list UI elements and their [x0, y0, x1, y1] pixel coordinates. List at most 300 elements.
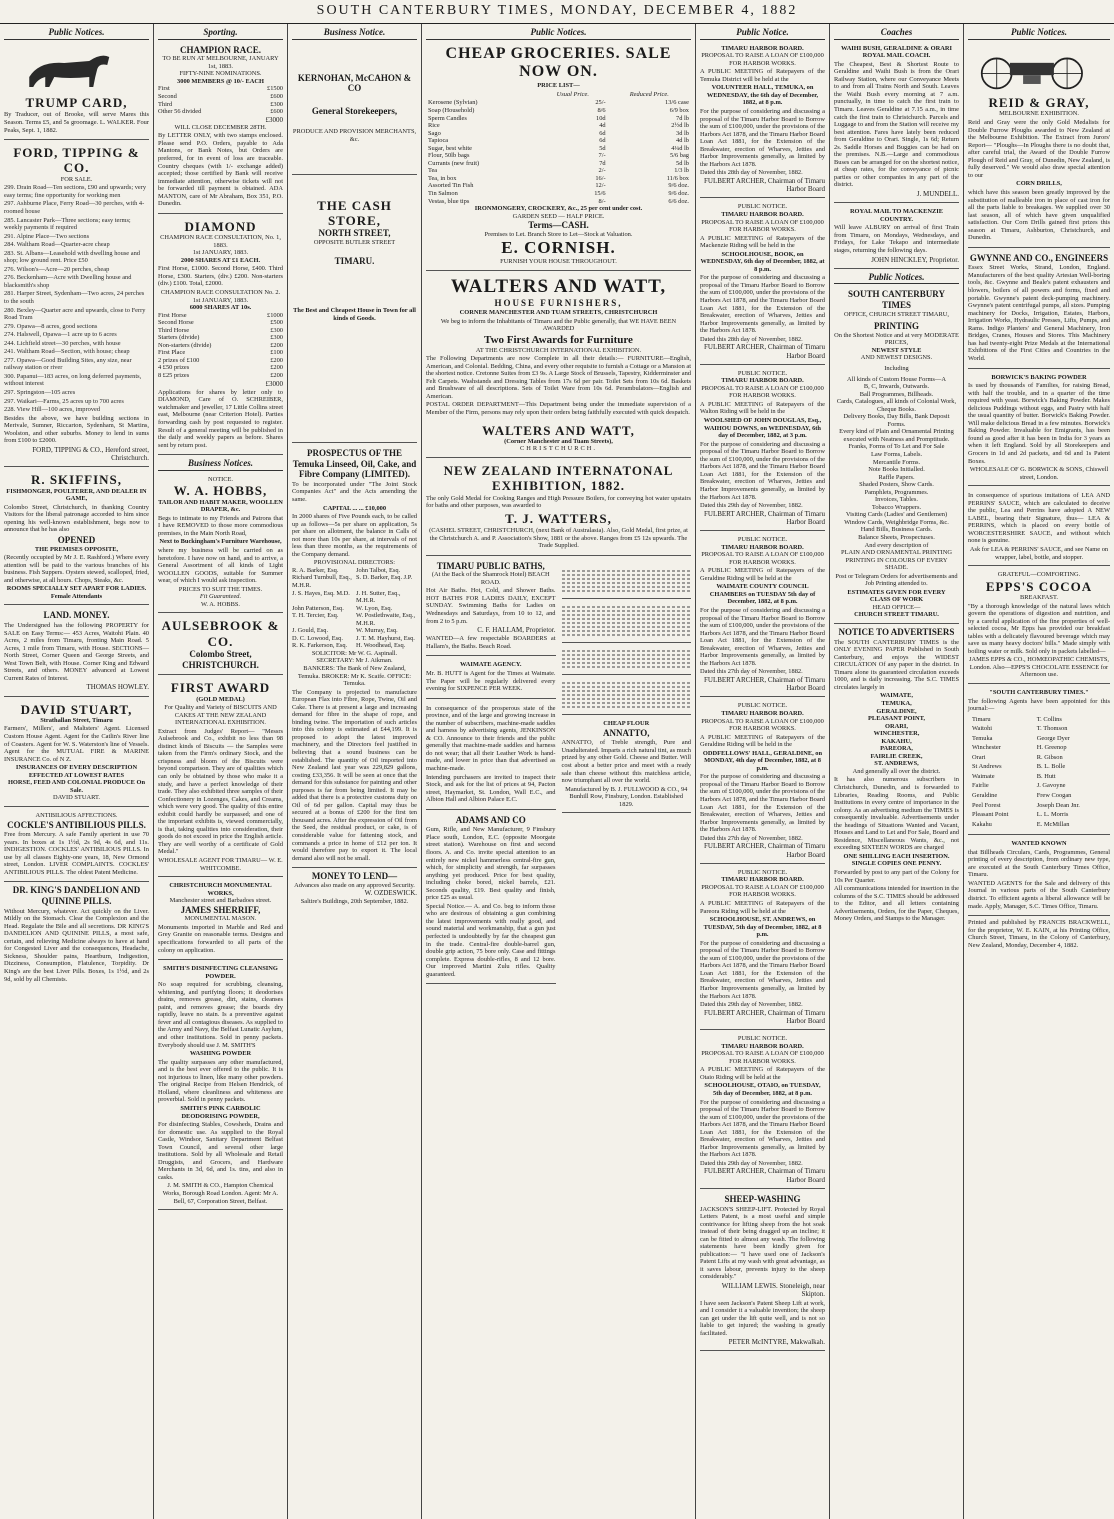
ford-list: [4, 184, 149, 413]
price-cell: Soap (Household): [428, 107, 475, 114]
agent-name: Frew Coogan: [1036, 791, 1072, 799]
stuart-horse: HORSE, FEED AND COLONIAL PRODUCE On Sale.: [7, 779, 146, 794]
harbor-board-title: TIMARU HARBOR BOARD.: [721, 1042, 804, 1050]
print-item: Every kind of Plain and Ornamental Printing executed with Neatness and Promptitude.: [839, 428, 954, 443]
hobbs-sig: W. A. HOBBS.: [200, 600, 240, 608]
harbor-meeting: [700, 700, 825, 863]
secretary: SECRETARY: Mr J. Aikman.: [316, 657, 393, 665]
monument-ad: [158, 880, 283, 960]
gwynne-ad: [968, 251, 1110, 369]
watters-title: T. J. WATTERS,: [505, 510, 612, 526]
harbor-meeting: [700, 368, 825, 531]
price-cell: 10d: [596, 114, 606, 122]
gwynne-title: GWYNNE AND CO., ENGINEERS: [969, 252, 1109, 263]
church-street: CHURCH STREET TIMARU.: [854, 611, 939, 619]
nz-text: The only Gold Medal for Cooking Ranges and High Pressure Boilers, for conveying hot water upstairs for baths and other purposes, was awarded to: [426, 494, 691, 510]
price-cell: Sugar, best white: [428, 144, 472, 152]
stuart-text: Farmers', Millers', and Maltsters' Agent. Licensed Custom House Agent. Agent for the Catlin's River line of Coasters. Agent for W. S. Waterston's line of Vessels. Agent for the MUTUAL FIRE & MARINE INSURANCE Co. of N Z.: [4, 725, 149, 763]
cheap-flour: CHEAP FLOUR: [603, 720, 650, 728]
cornish-sub: FURNISH YOUR HOUSE THROUGHOUT.: [500, 258, 617, 266]
price-cell: 4d: [599, 122, 606, 130]
diamond-prize-row: [158, 312, 283, 320]
loan-proposal: PROPOSAL TO RAISE A LOAN OF £100,000 FOR HARBOR WORKS.: [701, 1050, 824, 1065]
diamond-prize-row-value: £200: [270, 364, 283, 372]
price-row: [426, 137, 691, 145]
agent-name: George Dyer: [1036, 734, 1070, 742]
director-name: J. S. Hayes, Esq. M.D.: [292, 589, 350, 597]
garden: GARDEN SEED — HALF PRICE.: [512, 212, 605, 220]
champion-nom: FIFTY-NINE NOMINATIONS.: [179, 70, 262, 78]
print-item: Shaded Posters, Show Cards.: [859, 481, 934, 489]
loan-proposal: PROPOSAL TO RAISE A LOAN OF £100,000 FOR HARBOR WORKS.: [701, 384, 824, 400]
gwynne-text: Essex Street Works, Strand, London, England. Manufacturers of the best quality Artesian Well-boring tools, &c. Gwynne and Beale's patent exhausters and blowers, boilers of all powers and forms, fixed and portable. Gwynne's patent deck-pumping machinery. Gwynne's patent centrifugal pumps, all sizes. Pumping machinery for Docks, Irrigation, Estates, Harbors, Irrigation Works, Hydraulic Presses, Lifts, Pumps, and Rams. Indigo Planters' and General Machinery, Iron Bridges, Cranes, Houses and Stores. This Machinery has had twenty-eight Prize Medals at the International Exhibitions of the First Cities and Countries in the World.: [968, 264, 1110, 362]
diamond-prize-row: [158, 349, 283, 357]
price-cell: 13/6 case: [665, 99, 689, 107]
agent-row: [970, 716, 1108, 724]
sheep-title: SHEEP-WASHING: [724, 1193, 801, 1204]
prospectus-title: PROSPECTUS OF THE Temuka Linseed, Oil, Cake, and Fibre Company (LIMITED).: [292, 448, 417, 480]
director-name: D. C. Lowood, Esq.: [292, 634, 343, 642]
sheep-text: JACKSON'S SHEEP-LIFT. Protected by Royal Letters Patent, is a most useful and simple contrivance for lifting sheep from the hot soak instead of their being dragged up an incline; it can be fitted to almost any wash. The following statements have been kindly given for publication:— "I have used one of Jackson's Patent Lifts at my wash with great advantage, as it saves labour, prevents injury to the sheep considerably.": [700, 1205, 825, 1281]
print-item: SHADE.: [885, 564, 908, 572]
column-header: Coaches: [834, 27, 959, 40]
ford-list-item: 228. View Hill—100 acres, improved: [4, 406, 101, 414]
adams-ad: [426, 813, 556, 985]
gout-ad: [562, 646, 692, 675]
column-4-right: [562, 559, 692, 988]
harbor-meeting: [700, 1033, 825, 1189]
price-cell: 5d lb: [676, 159, 689, 167]
walters-text: We beg to inform the Inhabitants of Timaru and the Public generally, that WE HAVE BEEN AWARDED: [440, 317, 677, 333]
cornish-title: E. CORNISH.: [501, 238, 616, 258]
borwick-sig: WHOLESALE OF G. BORWICK & SONS, Chiswell street, London.: [969, 466, 1109, 481]
agency-text: Mr. B. HUTT is Agent for the Times at Waimate. The Paper will be regularly delivered every evening for SIXPENCE PER WEEK.: [426, 669, 556, 693]
circulation-place: PLEASANT POINT,: [868, 715, 925, 723]
agent-town: Winchester: [972, 744, 1001, 752]
agent-name: H. Greenop: [1036, 744, 1067, 752]
horse-icon: [4, 47, 135, 91]
diamond-date2: 1st JANUARY, 1883.: [192, 296, 249, 304]
hobbs-sub: TAILOR AND HABIT MAKER, WOOLLEN DRAPER, &c.: [158, 498, 283, 514]
ford-list-item: 297. Springston—105 acres: [4, 389, 76, 396]
price-cell: Tin Salmon: [428, 190, 458, 198]
champion-text2: By LETTER ONLY, with two stamps enclosed. Please send P.O. Orders, payable to Ada Mantons, or Bank Notes, but Orders are preferred, for in event of loss are traceable. Country cheques (with 1/- exchange added) accepted; those certified by Bank will receive immediate attention, otherwise tickets will not be forwarded till payment is obtained. ADA MANTON, care of Mr Abraham, Box 351, P.O. Dunedin.: [158, 132, 283, 208]
notice-adv-text: The SOUTH CANTERBURY TIMES is the ONLY EVENING PAPER Published in South Canterbury, and enjoys the WIDEST CIRCULATION Of any paper in the district. In Timaru alone its guaranteed circulation exceeds 1000, and is daily increasing. The S.C. TIMES circulates largely in: [834, 638, 959, 691]
agent-town: Peel Forest: [972, 801, 1001, 809]
champion-prize-row-label: Other 56 divided: [158, 108, 202, 116]
price-cell: 6/6 doz.: [668, 197, 689, 205]
column-6: [830, 24, 964, 1519]
public-notice-head: PUBLIC NOTICE.: [737, 536, 788, 544]
agent-town: Orari: [972, 753, 986, 761]
directors-list: [292, 567, 417, 650]
hobbs-text: Begs to intimate to my Friends and Patrons that I have REMOVED to those more commodious premises, in the Main North Road,: [158, 514, 283, 537]
reid-text: Reid and Gray were the only Gold Medalists for Double Furrow Ploughs awarded to New Zealand at the Melbourne Exhibition. The Extract from Jurors' Report— "Ploughs—In Ploughs there is no doubt that, after careful trial, the Award of the Double Furrow Plough of Reid and Gray, of Dunedin, New Zealand, is fully deserved." We would also draw special attention to our: [968, 119, 1110, 179]
paper-text: In consequence of the prosperous state of the province, and of the large and growing increase in the number of subscribers, machine-made saddles and harness by advertising agents, JENKINSON & CO. Announce to their friends and the public generally that machine-made saddles and harness do not wear; that all their Leather Work is hand-made, and lower in price than that advertised as machine-made.: [426, 704, 556, 772]
harbor-board-title: TIMARU HARBOR BOARD.: [721, 876, 804, 884]
director-name: J. H. Sutter, Esq., M.H.R.: [356, 589, 401, 605]
price-cell: 1/3 lb: [674, 167, 689, 175]
price-cell: 2/-: [598, 167, 606, 175]
ford-list-item: 297. Waikari—Farms, 25 acres up to 700 acres: [4, 397, 124, 405]
diamond-prize-row-label: 2 prizes of £100: [158, 356, 200, 364]
epps-title: EPPS'S COCOA: [985, 578, 1093, 594]
reid-title: REID & GRAY,: [988, 95, 1090, 111]
adams-notice: Special Notice.— A. and Co. beg to inform those who are desirous of obtaining a gun combining the latest improvements with really good, and sound material and workmanship, that a gun just perfected is undoubtedly by far the cheapest gun in the trade. Central-fire double-barrel gun, double grip action, 75 bore only. Case and fittings complete. Express double-rifles, 8 and 12 bore. Our improved Martini Zulu rifles. Quality guaranteed.: [426, 902, 556, 978]
diamond-prize-row-label: Second Horse: [158, 319, 194, 327]
meeting-body: For the purpose of considering and discussing a proposal of the Timaru Harbor Board to Borrow the sum of £100,000, under the provisions of the Harbors Act 1878, and the Timaru Harbor Board Loan Act 1881, for the Extension of the Breakwater, erection of Wharves, Jetties and Harbor Improvements generally, as limited by the Harbors Act 1878.: [700, 607, 825, 667]
agent-town: Waitohi: [972, 725, 993, 733]
newest-designs: AND NEWEST DESIGNS.: [860, 354, 933, 362]
cockle-text: Free from Mercury. A safe Family aperient in use 70 years. In boxes at 1s 1½d, 2s 9d, 4s 6d, and 11s. INDIGESTION. COCKLES' ANTIBILIOUS PILLS. In use by all classes Eighty-one years, 18, New Ormond street, London. LIVER COMPLAINTS. COCKLES' ANTIBILIOUS PILLS. The oldest Patent Medicine.: [4, 831, 149, 876]
price-cell: Vestas, blue tips: [428, 197, 470, 205]
print-item: Law Forms, Labels.: [870, 450, 923, 458]
price-header: Usual Price.: [556, 90, 589, 98]
cash-street: NORTH STREET,: [318, 228, 391, 239]
diamond-prize-row-value: £200: [270, 372, 283, 380]
money-sub: Saltire's Buildings, 20th September, 1882.: [300, 897, 409, 905]
ford-list-item: 300. Papanui—183 acres, on long deferred payments, without interest: [4, 372, 142, 388]
print-item: And every description of: [864, 541, 929, 549]
price-cell: Rice: [428, 122, 440, 130]
chairman-sig: FULBERT ARCHER, Chairman of Timaru Harbor Board: [704, 176, 825, 194]
cash-title: THE CASH STORE,: [317, 197, 392, 228]
washing-text: The quality surpasses any other manufactured, and is the best ever offered to the public. It is not injurious to linen, like many other powders. The original Recipe from Helsen Hendrick, of Holland, where cleanliness and whiteness are proverbial. Sold in penny packets.: [158, 1058, 283, 1104]
agents-table: [968, 714, 1110, 831]
capital: CAPITAL ... ... £10,000: [322, 504, 387, 512]
price-cell: Tea: [428, 167, 438, 175]
meeting-body: For the purpose of considering and discussing a proposal of the Timaru Harbor Board to Borrow the sum of £100,000, under the provisions of the Harbors Act 1878, and the Timaru Harbor Board Loan Act 1881, for the Extension of the Breakwater, erection of Wharves, Jetties and Harbor Improvements generally, as limited by the Harbors Act 1878.: [700, 773, 825, 834]
diamond-prize-row-value: £200: [270, 356, 283, 364]
borwick-text: Is used by thousands of Families, for raising Bread, with half the trouble, and in a quarter of the time required with yeast. Borwick's Baking Powder. Makes delicious Puddings without eggs, and Pastry with half the usual quantity of butter. Borwick's Baking Powder. Will make delicious Bread in a few minutes. Borwick's Baking Powder. Invaluable for Emigrants, has been found as good after it has been in India for 3 years as when it left England. Sold by all Storekeepers and Grocers in 1d and 2d packets, and 6d and 1s Patent Boxes.: [968, 382, 1110, 465]
wanted-text: WANTED—A few respectable BOARDERS at Hallam's, the Baths. Beach Road.: [426, 635, 556, 650]
price-cell: 16/-: [595, 174, 606, 182]
meeting-date: Dated this 27th day of November, 1882.: [700, 834, 803, 842]
premises: Premises to Let. Branch Store to Let—Stock at Valuation.: [484, 230, 633, 238]
wanted2-text: WANTED AGENTS for the Sale and delivery of this Journal in various parts of the South Canterbury district. To efficient agents a liberal allowance will be made. Apply, Manager, S.C. Times Office, Timaru.: [968, 879, 1110, 910]
champion-prize-row: [158, 85, 283, 93]
agent-row: [970, 754, 1108, 762]
print-item: Window Cards, Weighbridge Forms, &c.: [844, 518, 949, 526]
price-cell: 4d lb: [676, 137, 689, 145]
ford-tipping-ad: [4, 143, 149, 467]
diamond-prize-row-label: 8 £25 prizes: [158, 372, 190, 380]
prospectus-body: The Company is projected to manufacture European Flax into Fibre, Rope, Twine, Oil and Cake. There is at present a large and increasing demand for fibre in the shape of rope, and binding twine. The importation of such articles into this colony is estimated at £44,199. It is proposed to adopt the latest improved machinery, and the Directors feel justified in believing that a sound business can be established. The quantity of Oil imported into New Zealand last year was 229,829 gallons, costing £33,356. It will be seen at once that the demand for this substance for painting and other purposes is far from being limited. It may be added that there is a protective customs duty on Oil of 6d per gallon. Capital may thus be secured at a bonus of £200 for the first ten thousand acres. After the expression of Oil from the Seed, the residual product, or cake, is of considerable value for fattening stock, and commands a price in home of £12 per ton. It would therefore pay to export it. The local demand also will not be small.: [292, 688, 417, 862]
meeting-place: WOOLSHED OF JOHN DOUGLAS, Esq., WAIHOU DOWNS, on WEDNESDAY, 6th day of December, 1882, at 3 p.m.: [703, 417, 822, 440]
columns: [0, 24, 1114, 1519]
monument-title: CHRISTCHURCH MONUMENTAL WORKS,: [169, 882, 272, 897]
diamond-prize-row-value: £500: [270, 319, 283, 327]
agent-row: [970, 802, 1108, 810]
loan-proposal: PROPOSAL TO RAISE A LOAN OF £100,000 FOR HARBOR WORKS.: [701, 551, 824, 566]
king-ad: [4, 885, 149, 983]
chairman-sig: FULBERT ARCHER, Chairman of Timaru Harbor Board: [704, 1008, 825, 1025]
smith-text: No soap required for scrubbing, cleansing, whitening, and purifying floors; it deodorises drains, removes grease, dirt, stains, cleanses paint, and removes grease; the boards dry rapidly, leave no stain. Is a preventive against fever and all contagious diseases. As supplied to the Army and Navy, the Belfast Lunatic Asylum, and other institutions. Sold in penny packets. Everybody should use J. M. SMITH'S: [158, 981, 283, 1049]
director-name: John Patterson, Esq.: [292, 604, 344, 612]
price-cell: 9/6 doz.: [668, 190, 689, 198]
tricopherous-ad: [562, 602, 692, 643]
diamond-prize-row-value: £300: [270, 334, 283, 342]
epps-head: GRATEFUL—COMFORTING.: [997, 571, 1081, 579]
mail-sig: JOHN HINCKLEY, Proprietor.: [871, 255, 959, 264]
ford-list-item: 281. Harper Street, Sydenham—Two acres, 24 perches to the south: [4, 290, 145, 305]
estimates: ESTIMATES GIVEN FOR EVERY: [847, 588, 946, 596]
agent-town: Timaru: [972, 715, 991, 723]
diamond-prize-row: [158, 372, 283, 380]
meeting-date: Dated this 29th day of November, 1882.: [700, 1159, 803, 1167]
ford-list-item: 284. Waltham Road—Quarter-acre cheap: [4, 241, 110, 249]
column-header: Business Notices.: [158, 458, 283, 471]
agent-town: Kakahu: [972, 820, 992, 828]
price-cell: 8/-: [598, 197, 606, 205]
adams-text: Gum, Rifle, and New Manufacturer, 9 Finsbury Place south, London, E.C. (opposite Moorgate street station). Warehouse on first and second floors. A. and Co. invite special attention to an entirely new nickel hammerless central-fire gun, which, for simplicity and strength, far surpasses anything yet produced. Price for best quality, including choke bored, nickel barrels, £21. Seconds quality, £19. Best quality and finish, price £25 as usual.: [426, 826, 556, 902]
ford-list-item: 285. Lancaster Park—Three sections; easy terms; weekly payments if required: [4, 216, 131, 232]
print-item: Hand Bills, Business Cards.: [860, 526, 933, 534]
king-text: Without Mercury, whatever. Act quickly on the Liver. Mildly on the Stomach. Clear the Complexion and the Head. Regulate the Bile and all secretions. DR KING'S DANDELION AND QUININE PILLS, a most safe, certain, and relieving Medicine always to have at hand for Congested Liver and the consequences, Headache, Sickness, Shoulder pains, Heartburn, Indigestion, Dizziness, Consumption, Flatulence, Torpidity. Dr King's are the best Liver Pills. Boxes, 1s 1½d, and 2s 9d, sold by all Chemists.: [4, 907, 149, 983]
price-cell: Sperm Candles: [428, 114, 467, 122]
stuart-sub: Strathallan Street, Timaru: [40, 716, 113, 724]
trump-card-ad: [4, 43, 149, 141]
column-header: Public Notices.: [4, 27, 149, 40]
agent-town: Pleasant Point: [972, 811, 1009, 819]
annatto-sig: Manufactured by B. J. FULLWOOD & CO., 94 Bunhill Row, Finsbury, London. Established 1829.: [565, 785, 688, 808]
director-name: S. D. Barker, Esq. J.P.: [356, 574, 413, 582]
price-cell: 5d: [599, 144, 606, 152]
washing-title: WASHING POWDER: [189, 1050, 252, 1058]
agency-title: WAIMATE AGENCY.: [460, 661, 522, 669]
director-name: J. T. M. Hayhurst, Esq.: [356, 634, 415, 642]
diamond-prize-row: [158, 334, 283, 342]
land-money-ad: [4, 608, 149, 696]
hobbs-fit: Fit Guaranteed.: [199, 593, 242, 601]
ford-list-item: 276. Beckenham—Acre with Dwelling house and blacksmith's shop: [4, 274, 132, 289]
meeting-date: Dated this 28th day of November, 1882.: [700, 335, 803, 343]
drills-title: CORN DRILLS,: [1016, 180, 1062, 188]
cash-city: TIMARU.: [334, 256, 375, 267]
borwick-title: BORWICK'S BAKING POWDER: [991, 373, 1087, 381]
chairman-sig: FULBERT ARCHER, Chairman of Timaru Harbor Board: [704, 509, 825, 526]
agent-town: Temuka: [972, 734, 993, 742]
groceries-ad: [426, 43, 691, 271]
meeting-date: Dated this 28th day of November, 1882.: [700, 169, 803, 177]
loan-proposal: PROPOSAL TO RAISE A LOAN OF £100,000 FOR HARBOR WORKS.: [701, 717, 824, 733]
land-text: The Undersigned has the following PROPERTY for SALE on Easy Terms:— 453 Acres, Waitohi Plain. 40 Acres, 2 miles from Timaru, fronting Main Road. 5 Acres, 1 mile from Timaru, with House. SECTIONS—North Street, Corner Queen and George Streets, and West Town Belt, with House. Corner King and Edward Streets, and others. MONEY advanced at Lowest Current Rates of Interest.: [4, 621, 149, 682]
money-ad: [292, 871, 417, 905]
hobbs-ad: [158, 474, 283, 614]
column-4-left: [426, 559, 556, 988]
agent-row: [970, 725, 1108, 733]
general: And generally all over the district.: [852, 767, 941, 775]
directors-head: PROVISIONAL DIRECTORS:: [313, 559, 396, 567]
agent-name: J. Gavoyne: [1036, 782, 1066, 790]
diamond-prize-row-value: £100: [270, 349, 283, 357]
wanted-text: that Billheads Circulars, Cards, Programmes, General printing of every description, from ordinary new type, are executed at the South Canterbury Times Office, Timaru.: [968, 848, 1110, 879]
inspect-text: Intending purchasers are invited to inspect their Stock, and ask for the list of prices at 94, Pacton street, Haymarket, St. London, Wall E.C., and Albion Hall and Albion Palace E.C.: [426, 773, 556, 804]
including: Including: [884, 364, 909, 372]
diamond-prizes: [158, 312, 283, 380]
price-row: [426, 122, 691, 130]
skiffins-rooms: ROOMS SPECIALLY SET APART FOR LADIES. Female Attendants: [6, 585, 147, 600]
chairman-sig: FULBERT ARCHER, Chairman of Timaru Harbor Board: [704, 1167, 825, 1184]
price-row: [426, 175, 691, 183]
harbor-meetings: [700, 43, 825, 1189]
champion-prize-row: [158, 108, 283, 116]
sherriff-text: Monuments imported in Marble and Red and Grey Granite on reasonable terms. Designs and specifications forwarded to all parts of the colony on application.: [158, 923, 283, 954]
ironmongery: IRONMONGERY, CROCKERY, &c., 25 per cent under cost.: [474, 205, 643, 213]
champion-prize-row: [158, 101, 283, 109]
diamond-shares: 2000 SHARES AT £1 EACH.: [180, 256, 261, 264]
price-row: [426, 198, 691, 206]
walters2-title: WALTERS AND WATT,: [482, 422, 635, 438]
price-cell: Tapioca: [428, 137, 449, 145]
champion-prize-row-value: £1500: [267, 85, 283, 93]
skiffins-sub: FISHMONGER, POULTERER, AND DEALER IN GAME,: [6, 487, 147, 503]
pink-title: SMITH'S PINK CARBOLIC DEODORISING POWDER,: [180, 1104, 261, 1120]
meeting-date: Dated this 29th day of November, 1882.: [700, 502, 803, 510]
public-notice-head: PUBLIC NOTICE.: [737, 1035, 788, 1043]
agent-name: B. L. Bolle: [1036, 763, 1066, 771]
price-cell: 6d: [599, 137, 606, 145]
general-text: It has also numerous subscribers in Christchurch, Dunedin, and is forwarded to Libraries, Reading Rooms, and Public Institutions in every centre of importance in the colony. As an advertising medium the TIMES is consequently invaluable. Advertisements under the headings of Situations Wanted and Vacant, Houses and Land to Let and For Sale, Board and Residence, Miscellaneous Wants, &c., not exceeding SIXTEEN WORDS are charged: [834, 776, 959, 852]
column-2: [154, 24, 288, 1519]
skiffins-premises: THE PREMISES OPPOSITE,: [34, 545, 119, 553]
meeting-body: For the purpose of considering and discussing a proposal of the Timaru Harbor Board to Borrow the sum of £100,000, under the provisions of the Harbors Act 1878, and the Timaru Harbor Board Loan Act 1881, for the Extension of the Breakwater, erection of Wharves, Jetties and Harbor Improvements generally, as limited by the Harbors Act 1878.: [700, 107, 825, 168]
price-cell: Sago: [428, 129, 441, 137]
diamond-sub: CHAMPION RACE CONSULTATION, No. 1, 1883.: [160, 234, 281, 249]
hobbs-title: W. A. HOBBS,: [173, 483, 268, 499]
agent-row: [970, 773, 1108, 781]
diamond-prize-row-label: Starters (divide): [158, 334, 200, 342]
public-notice-head: PUBLIC NOTICE.: [737, 702, 788, 710]
walters-title: WALTERS AND WATT,: [450, 275, 667, 297]
chairman-sig: FULBERT ARCHER, Chairman of Timaru Harbor Board: [704, 343, 825, 360]
column-3: [288, 24, 422, 1519]
mail-text: Will leave ALBURY on arrival of first Train from Timaru, on Mondays, Wednesdays, and Fridays, for Lake Tekapo and intermediate stages, returning the following days.: [834, 224, 959, 254]
price-row: [426, 182, 691, 190]
print-item: Visiting Cards (Ladies' and Gentlemen): [845, 511, 948, 519]
aulse-city: CHRISTCHURCH.: [182, 659, 259, 670]
ford-sub: FOR SALE.: [60, 175, 93, 183]
reid-sub: MELBOURNE EXHIBITION.: [999, 110, 1079, 118]
sheep-washing-ad: [700, 1192, 825, 1352]
price-cell: Kerosene (Sylvian): [428, 99, 478, 107]
plough-icon: [968, 47, 1096, 91]
meeting-date: Dated this 27th day of November, 1882.: [700, 668, 803, 676]
circulation-place: ORARI,: [885, 722, 908, 730]
sct-title: SOUTH CANTERBURY TIMES: [848, 289, 945, 310]
smith-title: SMITH'S DISINFECTING CLEANSING POWDER.: [163, 965, 278, 980]
price-cell: 15/6: [594, 190, 606, 198]
column-header: Public Notices.: [968, 27, 1110, 40]
meeting-body: For the purpose of considering and discussing a proposal of the Timaru Harbor Board to Borrow the sum of £100,000, under the provisions of the Harbors Act 1878, and the Timaru Harbor Board Loan Act 1881, for the Extension of the Breakwater, erection of Wharves, Jetties and Harbor Improvements generally, as limited by the Harbors Act 1878.: [700, 1098, 825, 1159]
printing-ad: [834, 287, 959, 624]
price-cell: 2½d lb: [671, 122, 689, 130]
meeting-title: A PUBLIC MEETING of Ratepayers of the Walton Riding will be held in the: [700, 400, 825, 416]
price-cell: 7d: [599, 159, 606, 167]
director-name: H. Woodhead, Esq.: [356, 642, 406, 650]
diamond-prize-row: [158, 364, 283, 372]
champion-prize-row-value: £300: [270, 100, 283, 108]
aulse-street: Colombo Street,: [189, 649, 252, 659]
chairman-sig: FULBERT ARCHER, Chairman of Timaru Harbor Board: [704, 675, 825, 693]
jenkinson-ad: [426, 702, 556, 810]
adams-title: ADAMS AND CO: [455, 814, 526, 825]
harbor-board-title: TIMARU HARBOR BOARD.: [721, 44, 804, 52]
meeting-place: ODDFELLOWS' HALL, GERALDINE, on MONDAY, 4th day of December, 1882, at 8 p.m.: [702, 749, 823, 772]
diamond-title: DIAMOND: [184, 218, 257, 234]
meeting-title: A PUBLIC MEETING of Ratepayers of the Geraldine Riding will be held at the: [700, 567, 825, 582]
kern-produce: PRODUCE AND PROVISION MERCHANTS, &c.: [292, 128, 417, 143]
subscription: Forwarded by post to any part of the Colony for 10s Per Quarter.: [834, 869, 959, 884]
price-cell: 9/6 doz.: [668, 182, 689, 190]
post-orders: Post or Telegram Orders for advertisements and Job Printing attended to.: [835, 572, 958, 588]
diamond-prize-row: [158, 342, 283, 350]
column-header: Public Notices.: [426, 27, 691, 40]
lea-sig: Ask for LEA & PERRINS' SAUCE, and see Name on wrapper, label, bottle, and stopper.: [969, 545, 1109, 561]
kernohan-ad: [292, 43, 417, 175]
wanted-title: WANTED KNOWN: [1011, 840, 1067, 848]
ford-list-item: 280. Bexley—Quarter acre and upwards, close to Ferry Road Tram: [4, 306, 146, 322]
walters-ad: [426, 274, 691, 458]
coach-text: The Cheapest, Best & Shortest Route to Geraldine and Waihi Bush is from the Orari Railway Station, where our Conveyance Meets to and from all Trains North and South. Leaves the Waihi Bush every morning at 7 a.m. punctually, in time to catch the first train to Timaru. Leaves Geraldine at 7.15 a.m., in time catch the first train to Christchurch. Parcels and Luggage to and from the Station will receive my best attention. Fares have lately been reduced from Geraldine to Orari. Single, 1s 6d; Return 2s. Saddle Horses and Buggies can be had on the premises. N.B.—Large and commodious Buses can be arranged for on the shortest notice, at cheap rates, for the conveyance of picnic parties or other companies in any part of the district.: [834, 60, 959, 189]
nz-title: NEW ZEALAND INTERNATONAL EXHIBITION, 1882.: [443, 462, 674, 494]
agent-town: St Andrews: [972, 763, 1002, 771]
mail-title: ROYAL MAIL TO MACKENZIE COUNTRY.: [849, 208, 944, 223]
champion-members: 3000 MEMBERS @ 10/- EACH: [177, 77, 264, 85]
agent-name: E. McMillan: [1036, 820, 1070, 828]
aulse-title: AULSEBROOK & CO.: [161, 618, 280, 649]
price-cell: 12/-: [595, 182, 606, 190]
price-cell: 11/6 box: [666, 174, 689, 182]
agents-ad: [968, 687, 1110, 835]
agent-row: [970, 821, 1108, 829]
skiffins-text: Colombo Street, Christchurch, in thanking Country Visitors for the liberal patronage accorded to him since opening his well-known establishment, begs now to announce that he has also: [4, 503, 149, 534]
baths-text: Hot Air Baths. Hot, Cold, and Shower Baths. HOT BATHS FOR LADIES DAILY, EXCEPT SUNDAY. Swimming Baths for Ladies on Wednesdays and Saturdays, from 10 to 12, and from 2 to 5 p.m.: [426, 587, 556, 625]
diamond-prize-row: [158, 327, 283, 335]
cockle-title: COCKLE'S ANTIBILIOUS PILLS.: [7, 819, 146, 830]
borwick-ad: [968, 372, 1110, 487]
baths-sub: (At the Back of the Shamrock Hotel) BEACH ROAD.: [431, 571, 550, 586]
sheep-text2: I have seen Jackson's Patent Sheep Lift at work, and I consider it a valuable invention; the sheep can get under the lift quite well, and is not so liable to get injured; the washing is greatly facilitated.: [700, 1299, 825, 1337]
meeting-place: WAIMATE COUNTY COUNCIL CHAMBERS on TUESDAY 5th day of December, 1882, at 8 p.m.: [709, 583, 816, 606]
circulation-place: WINCHESTER,: [873, 730, 920, 738]
annatto-title: ANNATTO,: [603, 727, 650, 738]
annatto-text: ANNATTO, of Treble strength, Pure and Unadulterated. Imparts a rich natural tint, as much prized by any other Gold. Cheese and Butter. Will cost about a better price and meet with a ready sale than cheese without this matchless article, now triumphant all over the world.: [561, 739, 691, 785]
agent-name: T. Collins: [1036, 715, 1062, 723]
diamond-prize-row-value: £200: [270, 341, 283, 349]
director-name: R. K. Farkerson, Esq.: [292, 642, 348, 650]
price-cell: 7/-: [598, 152, 606, 160]
printing-sub: On the Shortest Notice and at very MODERATE PRICES,: [834, 331, 959, 347]
director-name: W. Lyon, Esq.: [356, 604, 393, 612]
price-cell: 7d lb: [676, 114, 689, 122]
walters-sub: HOUSE FURNISHERS,: [494, 298, 623, 309]
loan-proposal: PROPOSAL TO RAISE A LOAN OF £100,000 FOR HARBOR WORKS.: [701, 883, 824, 899]
price-row: [426, 130, 691, 138]
notice-advertisers-ad: [834, 627, 959, 923]
price-list: PRICE LIST—: [537, 82, 580, 90]
agents-title: "SOUTH CANTERBURY TIMES.": [989, 688, 1089, 696]
ford-title: FORD, TIPPING & CO.: [13, 145, 140, 176]
meeting-title: A PUBLIC MEETING of Ratepayers of the Mackenzie Riding will be held in the: [700, 234, 825, 250]
notice-adv-title: NOTICE TO ADVERTISERS: [838, 627, 955, 637]
diamond-prize-row: [158, 357, 283, 365]
meeting-body: For the purpose of considering and discussing a proposal of the Timaru Harbor Board to Borrow the sum of £100,000, under the provisions of the Harbors Act 1878, and the Timaru Harbor Board Loan Act 1881, for the Extension of the Breakwater, erection of Wharves, Jetties and Harbor Improvements generally, as limited by the Harbors Act 1878.: [700, 274, 825, 335]
price-cell: 4¼d lb: [671, 144, 689, 152]
harbor-meeting: [700, 867, 825, 1030]
price-header: Reduced Price.: [629, 90, 669, 98]
price-row: [426, 160, 691, 168]
